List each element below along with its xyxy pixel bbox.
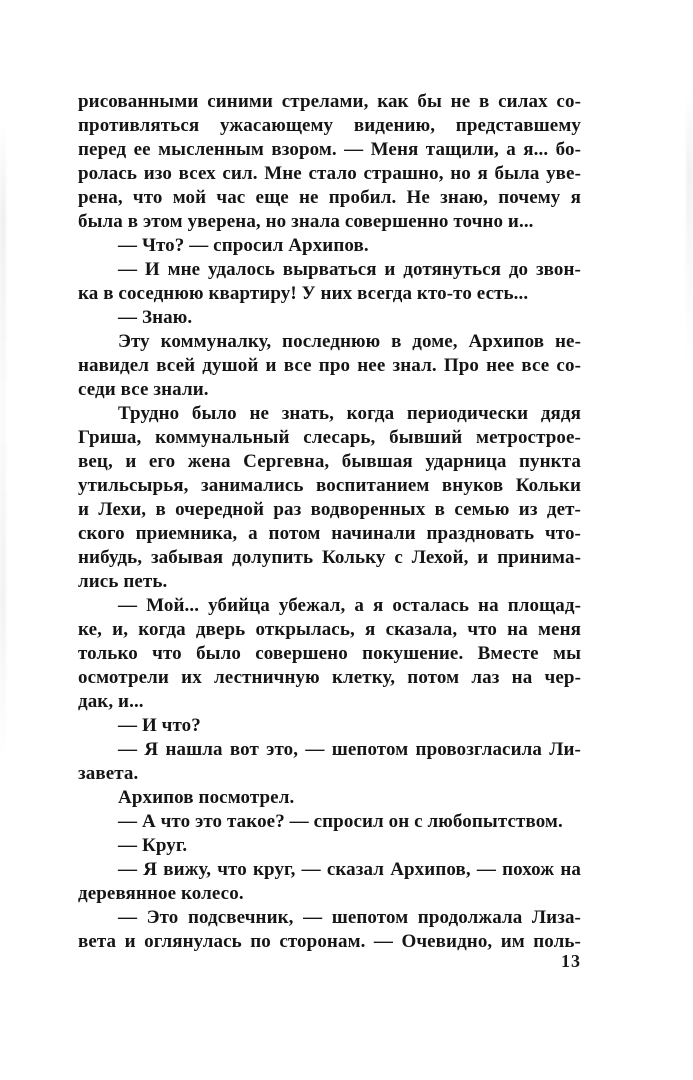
text-line: ке, и, когда дверь открылась, я сказала, что на меня <box>78 619 581 640</box>
scan-artifact-right <box>686 90 693 370</box>
text-line: рисованными синими стрелами, как бы не в силах со- <box>78 91 581 112</box>
text-line: — И мне удалось вырваться и дотянуться до звон- <box>118 259 581 280</box>
text-line: дак, и... <box>78 691 144 712</box>
text-line: противляться ужасающему видению, представшему <box>78 115 581 136</box>
text-line: вец, и его жена Сергевна, бывшая ударница пункта <box>78 451 581 472</box>
text-line: деревянное колесо. <box>78 883 244 904</box>
text-line: — Я вижу, что круг, — сказал Архипов, — похож на <box>118 859 581 880</box>
scan-artifact-left <box>0 120 6 760</box>
text-line: навидел всей душой и все про нее знал. Про нее все со- <box>78 355 581 376</box>
page-number: 13 <box>561 951 581 971</box>
text-line: только что было совершено покушение. Вместе мы <box>78 643 581 664</box>
text-line: Эту коммуналку, последнюю в доме, Архипов не- <box>118 331 581 352</box>
text-line: ролась изо всех сил. Мне стало страшно, но я была уве- <box>78 163 581 184</box>
text-line: — И что? <box>118 715 201 736</box>
text-line: ского приемника, а потом начинали праздновать что- <box>78 523 581 544</box>
text-line: Архипов посмотрел. <box>118 787 295 808</box>
text-line: лись петь. <box>78 571 168 592</box>
text-line: утильсырья, занимались воспитанием внуков Кольки <box>78 475 581 496</box>
text-line: и Лехи, в очередной раз водворенных в семью из дет- <box>78 499 581 520</box>
text-line: — А что это такое? — спросил он с любопытством. <box>118 811 563 832</box>
text-line: Трудно было не знать, когда периодически дядя <box>118 403 581 424</box>
text-line: была в этом уверена, но знала совершенно точно и... <box>78 211 534 232</box>
text-block <box>78 90 581 954</box>
text-line: перед ее мысленным взором. — Меня тащили, а я... бо- <box>78 139 581 160</box>
text-line: рена, что мой час еще не пробил. Не знаю, почему я <box>78 187 581 208</box>
text-line: осмотрели их лестничную клетку, потом лаз на чер- <box>78 667 581 688</box>
text-line: седи все знали. <box>78 379 209 400</box>
text-line: — Знаю. <box>118 307 193 328</box>
text-line: вета и оглянулась по сторонам. — Очевидно, им поль- <box>78 931 581 952</box>
text-line: — Я нашла вот это, — шепотом провозгласила Ли- <box>118 739 581 760</box>
text-line: — Круг. <box>118 835 188 856</box>
text-line: — Это подсвечник, — шепотом продолжала Лиза- <box>118 907 581 928</box>
text-line: ка в соседнюю квартиру! У них всегда кто-то есть... <box>78 283 529 304</box>
text-line: — Мой... убийца убежал, а я осталась на площад- <box>118 595 581 616</box>
text-line: завета. <box>78 763 139 784</box>
text-line: Гриша, коммунальный слесарь, бывший метрострое- <box>78 427 581 448</box>
text-line: нибудь, забывая долупить Кольку с Лехой, и принима- <box>78 547 581 568</box>
text-line: — Что? — спросил Архипов. <box>118 235 369 256</box>
